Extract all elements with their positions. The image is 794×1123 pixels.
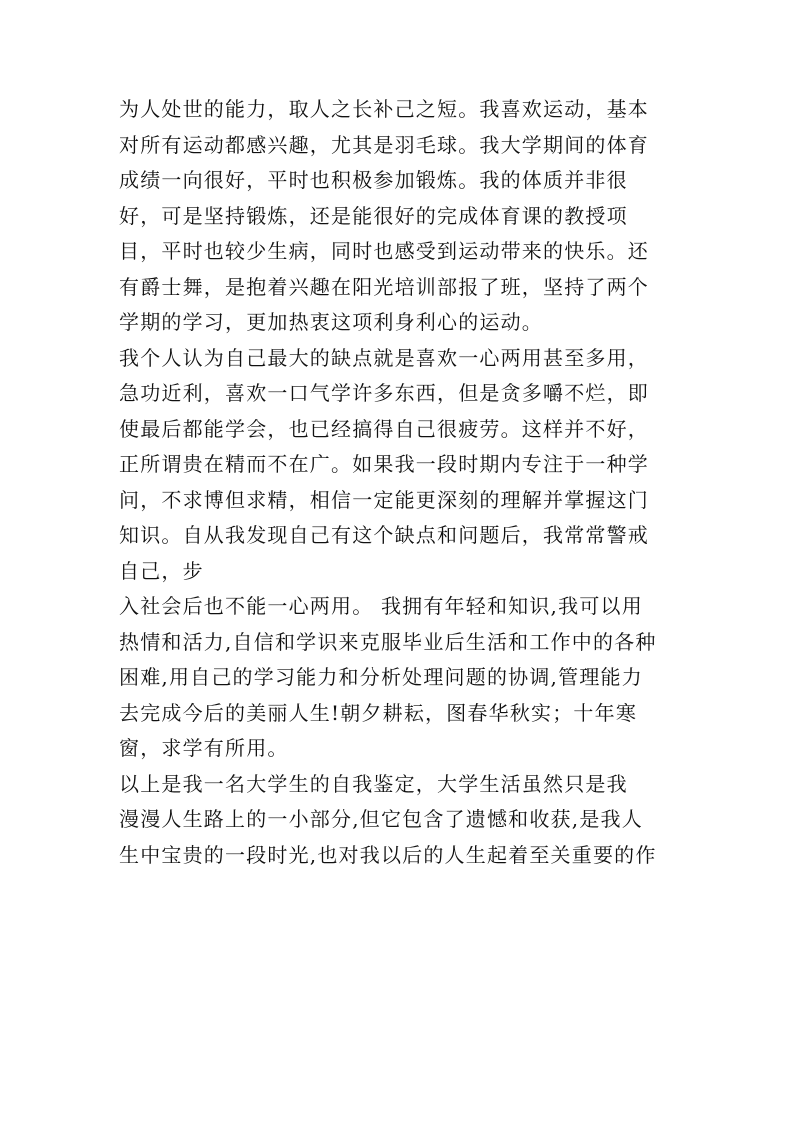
text-line: 成绩一向很好，平时也积极参加锻炼。我的体质并非很 (119, 168, 628, 192)
text-line: 生中宝贵的一段时光,也对我以后的人生起着至关重要的作 (119, 842, 657, 867)
text-line: 困难,用自己的学习能力和分析处理问题的协调,管理能力 (119, 665, 643, 689)
text-line: 好，可是坚持锻炼，还是能很好的完成体育课的教授项 (119, 203, 628, 228)
text-line: 使最后都能学会，也已经搞得自己很疲劳。这样并不好， (119, 416, 649, 441)
text-line: 问，不求博但求精，相信一定能更深刻的理解并掌握这门 (119, 487, 649, 512)
text-line: 对所有运动都感兴趣，尤其是羽毛球。我大学期间的体育 (119, 132, 649, 157)
text-line: 去完成今后的美丽人生!朝夕耕耘，图春华秋实；十年寒 (119, 700, 638, 725)
text-line: 我个人认为自己最大的缺点就是喜欢一心两用甚至多用， (119, 345, 649, 370)
text-line: 窗，求学有所用。 (119, 736, 289, 760)
text-line: 以上是我一名大学生的自我鉴定，大学生活虽然只是我 (119, 771, 628, 796)
text-line: 知识。自从我发现自己有这个缺点和问题后，我常常警戒 (119, 523, 649, 547)
text-line: 为人处世的能力，取人之长补己之短。我喜欢运动，基本 (119, 97, 649, 121)
text-line: 漫漫人生路上的一小部分,但它包含了遗憾和收获,是我人 (119, 807, 643, 831)
text-line: 急功近利，喜欢一口气学许多东西，但是贪多嚼不烂，即 (119, 381, 649, 405)
text-line: 学期的学习，更加热衷这项利身利心的运动。 (119, 310, 543, 334)
text-line: 正所谓贵在精而不在广。如果我一段时期内专注于一种学 (119, 452, 649, 476)
body-text (119, 92, 679, 873)
text-line: 目，平时也较少生病，同时也感受到运动带来的快乐。还 (119, 239, 649, 263)
text-line: 入社会后也不能一心两用。 我拥有年轻和知识,我可以用 (119, 594, 643, 618)
text-line: 有爵士舞，是抱着兴趣在阳光培训部报了班，坚持了两个 (119, 274, 649, 299)
text-line: 自己，步 (119, 558, 204, 583)
text-line: 热情和活力,自信和学识来克服毕业后生活和工作中的各种 (119, 629, 657, 654)
